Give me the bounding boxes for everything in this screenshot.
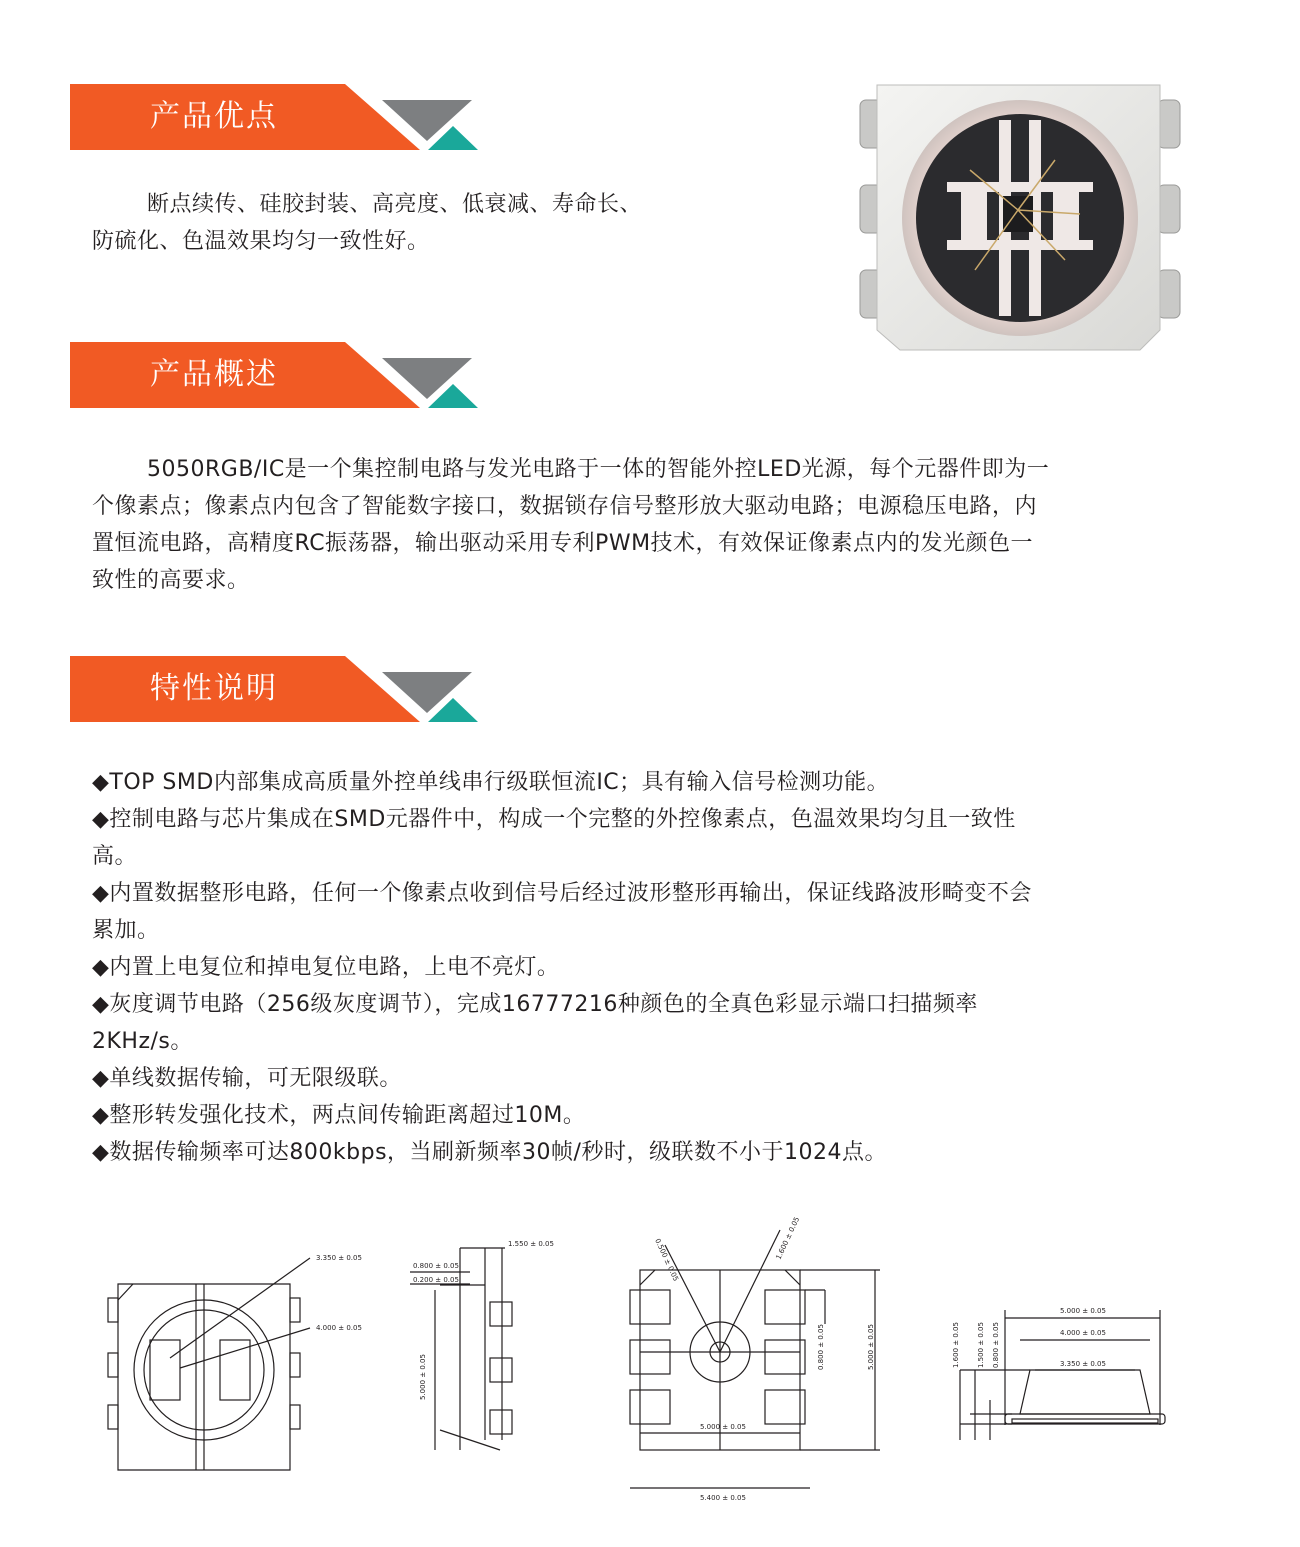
feature-item: ◆TOP SMD内部集成高质量外控单线串行级联恒流IC；具有输入信号检测功能。 [92,770,890,795]
dim-label: 0.800 ± 0.05 [413,1262,459,1270]
dim-label: 0.500 ± 0.05 [653,1237,680,1283]
overview-line: 5050RGB/IC是一个集控制电路与发光电路于一体的智能外控LED光源，每个元器件即为一 [147,457,1050,482]
overview-text [92,451,1212,599]
dim-label: 5.000 ± 0.05 [419,1354,427,1400]
section-header-advantages [70,84,490,150]
dim-label: 1.600 ± 0.05 [774,1215,802,1261]
overview-line: 个像素点；像素点内包含了智能数字接口，数据锁存信号整形放大驱动电路；电源稳压电路，内 [92,494,1038,519]
dim-label: 1.600 ± 0.05 [952,1322,960,1368]
advantages-line: 断点续传、硅胶封装、高亮度、低衰减、寿命长、 [147,192,643,217]
feature-item: 高。 [92,844,138,869]
overview-line: 置恒流电路，高精度RC振荡器，输出驱动采用专利PWM技术，有效保证像素点内的发光颜色一 [92,531,1034,556]
section-banner-graphic [70,656,490,722]
section-title: 产品优点 [150,99,278,134]
section-banner-graphic [70,84,490,150]
dim-label: 5.000 ± 0.05 [700,1423,746,1431]
dim-label: 3.350 ± 0.05 [1060,1360,1106,1368]
feature-item: 2KHz/s。 [92,1029,193,1054]
section-header-overview [70,342,490,408]
dim-label: 0.800 ± 0.05 [817,1324,825,1370]
feature-item: ◆内置数据整形电路，任何一个像素点收到信号后经过波形整形再输出，保证线路波形畸变不会 [92,881,1032,906]
advantages-text [92,186,792,260]
dim-label: 1.550 ± 0.05 [508,1240,554,1248]
dim-label: 4.000 ± 0.05 [1060,1329,1106,1337]
feature-item: 累加。 [92,918,160,943]
dim-label: 5.000 ± 0.05 [867,1324,875,1370]
advantages-line: 防硫化、色温效果均匀一致性好。 [92,229,430,254]
dim-label: 4.000 ± 0.05 [316,1324,362,1332]
section-title: 产品概述 [150,357,278,392]
dim-label: 1.500 ± 0.05 [977,1322,985,1368]
dim-label: 0.800 ± 0.05 [992,1322,1000,1368]
overview-line: 致性的高要求。 [92,568,250,593]
feature-item: ◆内置上电复位和掉电复位电路，上电不亮灯。 [92,955,560,980]
section-header-features [70,656,490,722]
dim-label: 0.200 ± 0.05 [413,1276,459,1284]
section-title: 特性说明 [150,671,278,706]
dimension-drawings [0,1200,1300,1540]
feature-item: ◆控制电路与芯片集成在SMD元器件中，构成一个完整的外控像素点，色温效果均匀且一致性 [92,807,1016,832]
feature-item: ◆灰度调节电路（256级灰度调节），完成16777216种颜色的全真色彩显示端口扫描频率 [92,992,978,1017]
section-banner-graphic [70,342,490,408]
drawing-top-view [108,1258,310,1470]
feature-list [92,764,1212,1171]
feature-item: ◆数据传输频率可达800kbps，当刷新频率30帧/秒时，级联数不小于1024点。 [92,1140,887,1165]
dim-label: 5.000 ± 0.05 [1060,1307,1106,1315]
dim-label: 5.400 ± 0.05 [700,1494,746,1502]
product-led-photo [855,80,1185,355]
feature-item: ◆整形转发强化技术，两点间传输距离超过10M。 [92,1103,586,1128]
feature-item: ◆单线数据传输，可无限级联。 [92,1066,402,1091]
dim-label: 3.350 ± 0.05 [316,1254,362,1262]
